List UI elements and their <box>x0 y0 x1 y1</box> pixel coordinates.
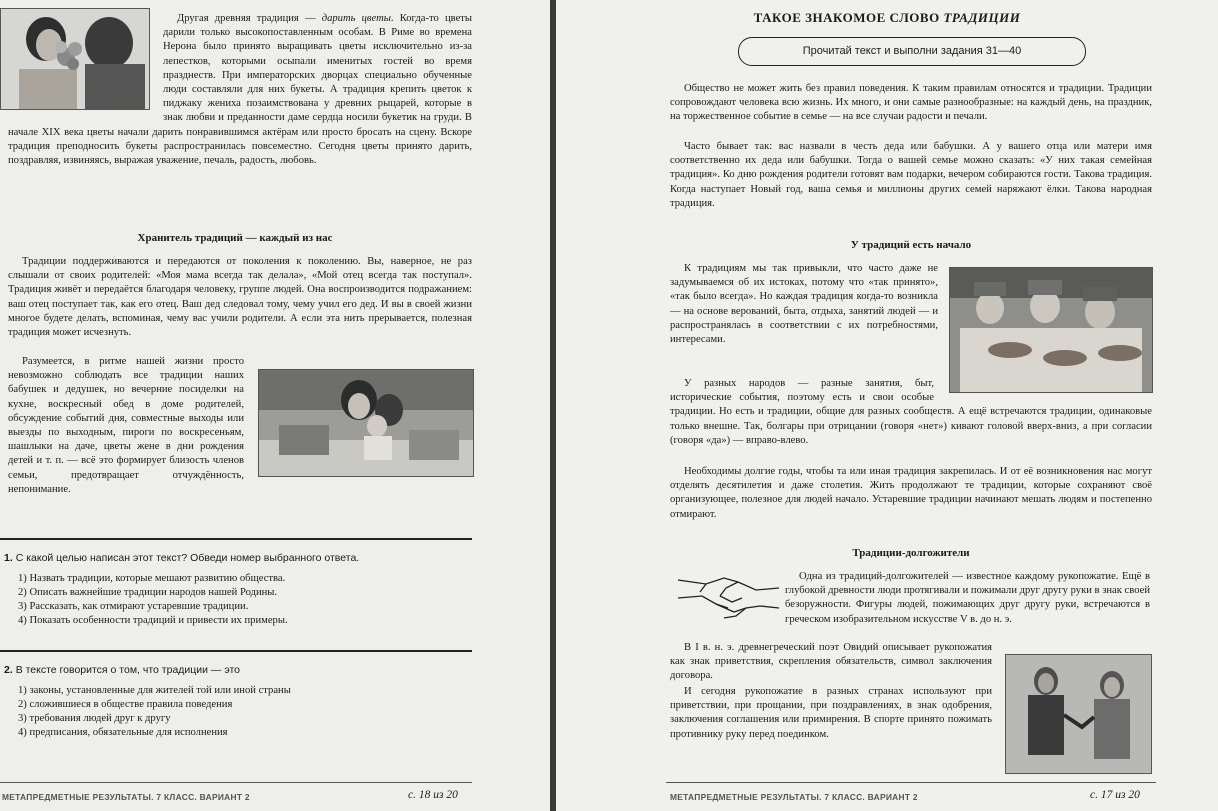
flowers-tradition-paragraph <box>8 12 472 168</box>
family-picnic-photo <box>258 369 474 477</box>
origin-text: К традициям мы так привыкли, что часто даже не задумываемся об их истоках, потому что «так принято», «так было всегда». Но каждая традиция когда-то возникла — на основе верований, быта, отдыха, занятий людей — и распространялась в соответствии с их потребностями, интересами. <box>670 263 938 346</box>
keepers-paragraph-1 <box>8 255 472 340</box>
left-page <box>0 0 550 811</box>
question-1-number: 1. <box>4 552 13 564</box>
keepers-text-1: Традиции поддерживаются и передаются от поколения к поколению. Вы, наверное, не раз слышали от своих родителей: «Моя мама всегда так делала», «Мой отец всегда так поступал». Традиция живёт и передаётся благодаря человеку, группе людей. Она воспроизводится подражанием: ваш отец поступает так, как его отец. Ваш дед следовал тому, чему учил его дед. И вы в своей жизни многое будете делать, вспоминая, чему вас учили родители. А если эта нить прерывается, полезная традиция может исчезнуть. <box>8 256 472 339</box>
question-2-option[interactable]: 2) сложившиеся в обществе правила поведения <box>18 699 233 710</box>
intro-text-rest: . Когда-то цветы дарили только высокопоставленным особам. В Риме во времена Нерона было принято выращивать цветы исключительно из-за лепестков, которыми осыпали именитых гостей во время празднеств. При императорских дворцах специально обученные люди составляли для них букеты. А традиция крепить цветок к пиджаку жениха позаимствована у древних рыцарей, которые в знак любви и преданности даме сердца носили букетик на груди. В начале XIX века цветы начали дарить понравившимся актёрам или просто бросать на сцену. Вскоре традиция преподносить букеты распространилась повсеместно. Сегодня цветы принято дарить, поздравляя, извиняясь, выражая уважение, печаль, радость, любовь. <box>8 13 473 167</box>
question-2-option[interactable]: 1) законы, установленные для жителей той или иной страны <box>18 685 291 696</box>
ovid-paragraph <box>670 641 992 684</box>
question-1-option[interactable]: 1) Назвать традиции, которые мешают развитию общества. <box>18 573 286 584</box>
athletes-handshake-photo <box>1005 654 1152 774</box>
family-tradition-text: Часто бывает так: вас назвали в честь деда или бабушки. А у вашего отца или матери имя соответственно их деда или бабушки. Тогда о вашей семье можно сказать: «У них такая семейная традиция». Ко дню рождения родители готовят вам подарки, вечером собираются гости. Такова традиция. Когда наступает Новый год, ваша семья и миллионы других семей наряжают ёлки. Такова народная традиция. <box>670 141 1152 209</box>
modern-handshake-text: И сегодня рукопожатие в разных странах используют при приветствии, при прощании, при поздравлениях, в знак одобрения, заключения соглашения или примирения. В спорте принято пожимать противнику руку перед поединком. <box>670 686 992 740</box>
footer-label-left: МЕТАПРЕДМЕТНЫЕ РЕЗУЛЬТАТЫ. 7 КЛАСС. ВАРИАНТ 2 <box>2 792 250 802</box>
page-number-left: с. 18 из 20 <box>408 789 458 801</box>
society-text: Общество не может жить без правил поведения. К таким правилам относятся и традиции. Традиции сопровождают человека всю жизнь. Их много, и они самые разнообразные: на каждый день, на праздник, на торжественное событие в семье — на все случаи радости и печали. <box>670 83 1152 123</box>
society-paragraph <box>670 82 1152 125</box>
keepers-text-2: Разумеется, в ритме нашей жизни просто невозможно соблюдать все традиции наших бабушек и дедушек, но вечерние посиделки на кухне, воскресный обед в доме родителей, обсуждение событий дня, совместные выходы или выезды по выходным, пироги по воскресеньям, шашлыки на даче, цветы жене в дни рождения детей и т. п. — всё это формирует близость членов семьи, предотвращает отчуждённость, непонимание. <box>8 356 244 495</box>
footer-rule-left <box>0 782 472 783</box>
question-1-prompt <box>4 552 474 564</box>
question-1-option[interactable]: 2) Описать важнейшие традиции народов нашей Родины. <box>18 587 278 598</box>
question-2-options <box>18 684 468 740</box>
modern-handshake-paragraph <box>670 685 992 742</box>
page-title-emphasis: ТРАДИЦИИ <box>943 10 1021 25</box>
question-1-text: С какой целью написан этот текст? Обведи номер выбранного ответа. <box>15 552 360 564</box>
handshake-text: Одна из традиций-долгожителей — известное каждому рукопожатие. Ещё в глубокой древности люди протягивали и пожимали друг другу руки в знак своей безоружности. Фигуры людей, пожимающих друг другу руки, встречаются в греческом изобразительном искусстве V в. до н. э. <box>785 571 1150 625</box>
years-paragraph <box>670 465 1152 522</box>
intro-text-start: Другая древняя традиция — <box>177 13 322 24</box>
section-heading-keepers: Хранитель традиций — каждый из нас <box>137 232 333 244</box>
footer-label-right: МЕТАПРЕДМЕТНЫЕ РЕЗУЛЬТАТЫ. 7 КЛАСС. ВАРИАНТ 2 <box>670 792 918 802</box>
peoples-paragraph <box>670 377 1152 448</box>
instruction-box: Прочитай текст и выполни задания 31—40 <box>738 37 1086 66</box>
heading-long-living-traditions: Традиции-долгожители <box>852 547 970 559</box>
family-tradition-paragraph <box>670 140 1152 211</box>
right-page <box>556 0 1218 811</box>
question-1-options <box>18 572 468 628</box>
question-divider-1 <box>0 538 472 540</box>
question-divider-2 <box>0 650 472 652</box>
page-title-start: ТАКОЕ ЗНАКОМОЕ СЛОВО <box>753 10 944 25</box>
question-2-text: В тексте говорится о том, что традиции — это <box>15 664 241 676</box>
question-2-number: 2. <box>4 664 13 676</box>
ovid-text: В I в. н. э. древнегреческий поэт Овидий описывает рукопожатия как знак приветствия, скрепления обязательств, символ заключения договора. <box>670 642 992 682</box>
heading-traditions-origin: У традиций есть начало <box>850 239 972 251</box>
page-number-right: с. 17 из 20 <box>1090 789 1140 801</box>
origin-paragraph <box>670 262 938 347</box>
peoples-text: У разных народов — разные занятия, быт, исторические события, поэтому есть и свои особые традиции. Но есть и традиции, общие для разных сообществ. А ещё встречаются традиции, одинаковые только внешне. Так, болгары при отрицании (говоря «нет») кивают головой вверх-вниз, а при согласии (говоря «да») — вправо-влево. <box>670 378 1152 446</box>
handshake-sketch-icon <box>676 568 781 626</box>
intro-text-emphasis: дарить цветы <box>321 13 391 24</box>
years-text: Необходимы долгие годы, чтобы та или иная традиция закрепилась. И от её возникновения нас могут отделять десятилетия и даже столетия. Жить продолжают те традиции, которые сохраняют своё организующее, полезное для людей начало. Устаревшие традиции начинают мешать людям и постепенно отмирают. <box>670 466 1152 520</box>
keepers-paragraph-2 <box>8 355 244 497</box>
footer-rule-right <box>666 782 1156 783</box>
page-title <box>556 10 1218 26</box>
handshake-paragraph <box>785 570 1150 627</box>
question-2-option[interactable]: 3) требования людей друг к другу <box>18 713 171 724</box>
question-1-option[interactable]: 4) Показать особенности традиций и привести их примеры. <box>18 615 288 626</box>
question-2-option[interactable]: 4) предписания, обязательные для исполнения <box>18 727 228 738</box>
folk-costume-photo <box>949 267 1153 393</box>
question-1-option[interactable]: 3) Рассказать, как отмирают устаревшие традиции. <box>18 601 249 612</box>
question-2-prompt <box>4 664 474 676</box>
